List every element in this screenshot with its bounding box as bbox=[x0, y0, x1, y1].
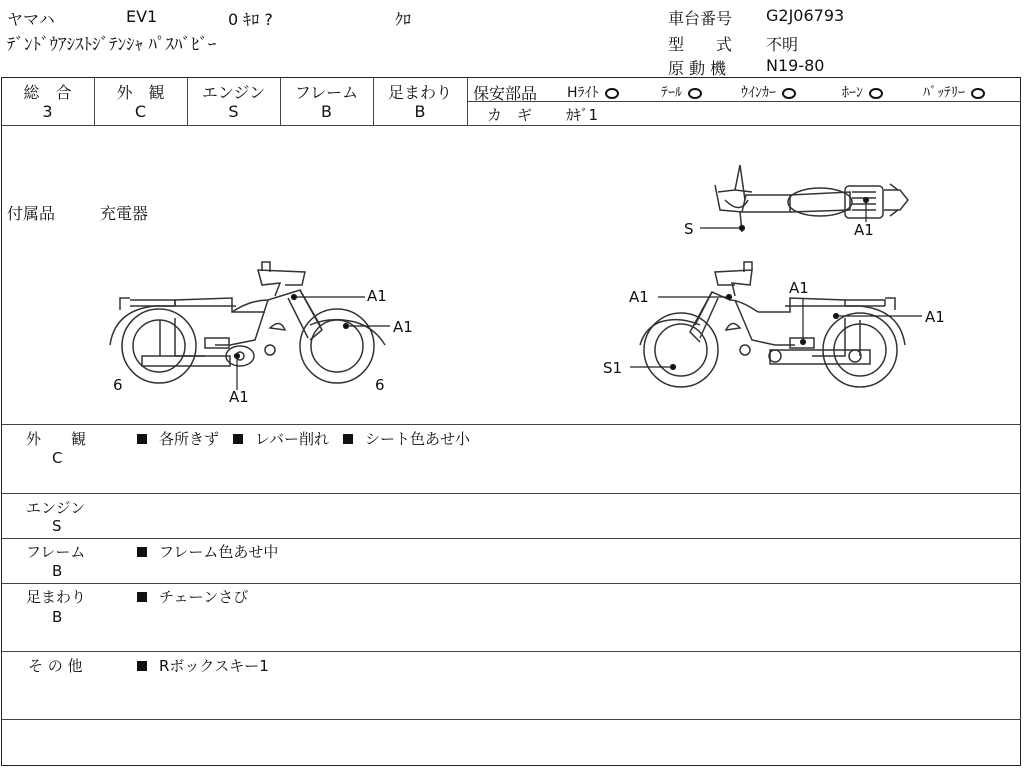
bullet-icon bbox=[137, 592, 147, 602]
frame-number-label: 車台番号 bbox=[668, 9, 733, 28]
divider bbox=[1, 424, 1021, 425]
engine-value: N19-80 bbox=[766, 56, 825, 75]
diagram-label: A1 bbox=[393, 318, 413, 336]
diagram-label: S bbox=[684, 220, 694, 238]
score-label-engine: エンジン bbox=[201, 83, 266, 102]
bike-left-view-icon bbox=[110, 262, 385, 383]
score-label-overall: 総 合 bbox=[23, 83, 72, 102]
diagram-label: 6 bbox=[113, 376, 123, 394]
ok-mark-icon bbox=[782, 88, 796, 99]
remark-grade-exterior: C bbox=[52, 449, 63, 467]
safety-item-winker: ｳｲﾝｶｰ bbox=[741, 82, 796, 102]
ok-mark-icon bbox=[971, 88, 985, 99]
score-value-overall: 3 bbox=[42, 102, 53, 121]
diagram-label: A1 bbox=[629, 288, 649, 306]
accessories-value: 充電器 bbox=[100, 204, 149, 223]
key-label: カ ギ bbox=[487, 106, 533, 124]
bullet-icon bbox=[137, 434, 147, 444]
bullet-icon bbox=[233, 434, 243, 444]
diagram-label: A1 bbox=[925, 308, 945, 326]
score-label-suspension: 足まわり bbox=[387, 83, 452, 102]
safety-item-horn: ﾎｰﾝ bbox=[842, 82, 883, 102]
remark-label-engine: エンジン bbox=[26, 499, 86, 517]
remark-grade-engine: S bbox=[52, 517, 62, 535]
score-label-exterior: 外 観 bbox=[116, 83, 165, 102]
diagram-label: A1 bbox=[367, 287, 387, 305]
bike-damage-diagram bbox=[0, 126, 1020, 423]
remark-grade-frame: B bbox=[52, 562, 63, 580]
bullet-icon bbox=[137, 547, 147, 557]
ok-mark-icon bbox=[869, 88, 883, 99]
remark-items-frame: フレーム色あせ中 bbox=[137, 541, 278, 562]
bike-top-view-icon bbox=[715, 165, 908, 232]
safety-item-tail: ﾃｰﾙ bbox=[661, 82, 702, 102]
divider bbox=[1, 583, 1021, 584]
color: ｸﾛ bbox=[395, 10, 412, 29]
safety-label: 保安部品 bbox=[473, 84, 538, 103]
score-value-exterior: C bbox=[134, 102, 147, 121]
remark-items-exterior: 各所きず レバー削れ シート色あせ小 bbox=[137, 428, 470, 449]
remark-label-frame: フレーム bbox=[26, 543, 86, 561]
diagram-label: 6 bbox=[375, 376, 385, 394]
remark-label-exterior: 外 観 bbox=[26, 430, 87, 448]
divider bbox=[1, 719, 1021, 720]
type-value: 不明 bbox=[766, 35, 799, 54]
type-label: 型 式 bbox=[668, 35, 733, 54]
remark-label-suspension: 足まわり bbox=[26, 588, 87, 606]
bike-right-view-icon bbox=[640, 262, 905, 387]
score-label-frame: フレーム bbox=[294, 83, 359, 102]
model-code: EV1 bbox=[126, 7, 158, 26]
ok-mark-icon bbox=[605, 88, 619, 99]
maker: ヤマハ bbox=[7, 10, 55, 29]
divider bbox=[1, 538, 1021, 539]
divider bbox=[467, 77, 468, 125]
accessories-label: 付属品 bbox=[7, 204, 56, 223]
remark-items-other: Rボックスキー1 bbox=[137, 655, 269, 676]
safety-item-headlight: Hﾗｲﾄ bbox=[567, 82, 619, 102]
diagram-label: A1 bbox=[854, 221, 874, 239]
remark-label-other: そ の 他 bbox=[28, 657, 83, 675]
key-value: ｶｷﾞ1 bbox=[566, 106, 599, 124]
ok-mark-icon bbox=[688, 88, 702, 99]
divider bbox=[1, 651, 1021, 652]
model-name: ﾃﾞﾝﾄﾞｳｱｼｽﾄｼﾞﾃﾝｼｬ ﾊﾟｽﾊﾞﾋﾞｰ bbox=[7, 35, 217, 55]
diagram-label: A1 bbox=[789, 279, 809, 297]
bullet-icon bbox=[137, 661, 147, 671]
score-value-engine: S bbox=[228, 102, 239, 121]
divider bbox=[1, 493, 1021, 494]
frame-number: G2J06793 bbox=[766, 6, 845, 25]
diagram-label: A1 bbox=[229, 388, 249, 406]
engine-label: 原 動 機 bbox=[668, 59, 727, 78]
mileage: 0 ｷﾛ ? bbox=[228, 10, 273, 29]
diagram-label: S1 bbox=[603, 359, 623, 377]
remark-grade-suspension: B bbox=[52, 608, 63, 626]
safety-item-battery: ﾊﾞｯﾃﾘｰ bbox=[923, 82, 985, 102]
score-value-frame: B bbox=[321, 102, 332, 121]
score-value-suspension: B bbox=[414, 102, 426, 121]
bullet-icon bbox=[343, 434, 353, 444]
remark-items-suspension: チェーンさび bbox=[137, 586, 248, 607]
